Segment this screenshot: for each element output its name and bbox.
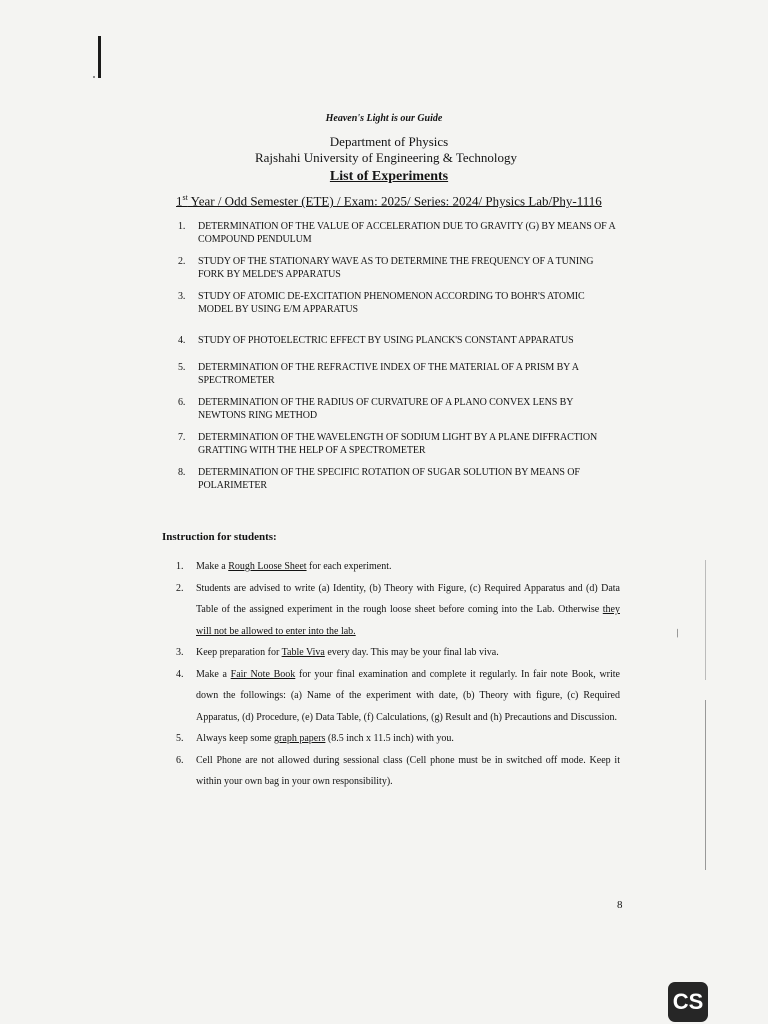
instruction-item: 3. Keep preparation for Table Viva every day. This may be your final lab viva. bbox=[176, 647, 499, 658]
page-edge-line bbox=[705, 700, 706, 870]
instruction-item: 4. Make a Fair Note Book for your final examination and complete it regularly. In fair note Book, write down the followings: (a) Name of the experiment with date, (b) Theory with figure, (c) Required Apparatus, (d) Procedure, (e) Data Table, (f) Calculations, (g) Result and (h) Precautions and Discussion. bbox=[176, 668, 620, 723]
scan-margin-mark bbox=[98, 36, 101, 78]
instruction-item: 6. Cell Phone are not allowed during sessional class (Cell phone must be in switched off mode. Keep it within your own bag in your own responsibility). bbox=[176, 754, 620, 787]
university-name: Rajshahi University of Engineering & Technology bbox=[254, 150, 518, 165]
underlined-term: Rough Loose Sheet bbox=[228, 561, 307, 572]
experiment-item: 2. STUDY OF THE STATIONARY WAVE AS TO DETERMINE THE FREQUENCY OF A TUNING FORK BY MELDE'S APPARATUS bbox=[178, 256, 594, 280]
department-name: Department of Physics bbox=[329, 134, 449, 149]
experiment-item: 7. DETERMINATION OF THE WAVELENGTH OF SODIUM LIGHT BY A PLANE DIFFRACTION GRATTING WITH THE HELP OF A SPECTROMETER bbox=[178, 432, 598, 456]
experiment-item: 5. DETERMINATION OF THE REFRACTIVE INDEX OF THE MATERIAL OF A PRISM BY A SPECTROMETER bbox=[178, 362, 579, 386]
experiment-item: 3. STUDY OF ATOMIC DE-EXCITATION PHENOMENON ACCORDING TO BOHR'S ATOMIC MODEL BY USING E/M APPARATUS bbox=[178, 291, 585, 315]
page-number: 8 bbox=[617, 899, 623, 911]
page-edge-line bbox=[705, 560, 706, 680]
experiment-item: 4. STUDY OF PHOTOELECTRIC EFFECT BY USING PLANCK'S CONSTANT APPARATUS bbox=[178, 335, 574, 346]
page-title: List of Experiments bbox=[329, 169, 449, 184]
instruction-list bbox=[176, 556, 620, 793]
course-info bbox=[176, 193, 602, 209]
instruction-item: 5. Always keep some graph papers (8.5 inch x 11.5 inch) with you. bbox=[176, 733, 454, 744]
underlined-term: Fair Note Book bbox=[230, 668, 296, 680]
experiment-item: 1. DETERMINATION OF THE VALUE OF ACCELERATION DUE TO GRAVITY (G) BY MEANS OF A COMPOUND PENDULUM bbox=[178, 221, 616, 245]
scan-speck bbox=[93, 76, 95, 78]
experiment-item: 6. DETERMINATION OF THE RADIUS OF CURVATURE OF A PLANO CONVEX LENS BY NEWTONS RING METHOD bbox=[178, 397, 573, 421]
motto: Heaven's Light is our Guide bbox=[325, 113, 443, 124]
underlined-term: Table Viva bbox=[281, 647, 325, 658]
course-year: 1 bbox=[176, 193, 183, 209]
camscanner-logo-icon: CS bbox=[668, 982, 708, 1022]
course-details: Year / Odd Semester (ETE) / Exam: 2025/ Series: 2024/ Physics Lab/Phy-1116 bbox=[187, 193, 602, 209]
experiment-list bbox=[178, 220, 618, 492]
underlined-term: they will not be allowed to enter into the lab. bbox=[196, 604, 620, 637]
underlined-term: graph papers bbox=[274, 733, 326, 744]
pen-tick-mark: / bbox=[673, 625, 682, 641]
course-year-suffix: st bbox=[182, 193, 188, 202]
instruction-item: 2. Students are advised to write (a) Identity, (b) Theory with Figure, (c) Required Apparatus and (d) Data Table of the assigned experiment in the rough loose sheet before coming into the Lab. Otherwise they will not be allowed to enter into the lab. bbox=[176, 582, 620, 637]
instruction-item: 1. Make a Rough Loose Sheet for each experiment. bbox=[176, 561, 392, 572]
experiment-item: 8. DETERMINATION OF THE SPECIFIC ROTATION OF SUGAR SOLUTION BY MEANS OF POLARIMETER bbox=[178, 467, 580, 491]
instructions-heading: Instruction for students: bbox=[162, 531, 277, 543]
